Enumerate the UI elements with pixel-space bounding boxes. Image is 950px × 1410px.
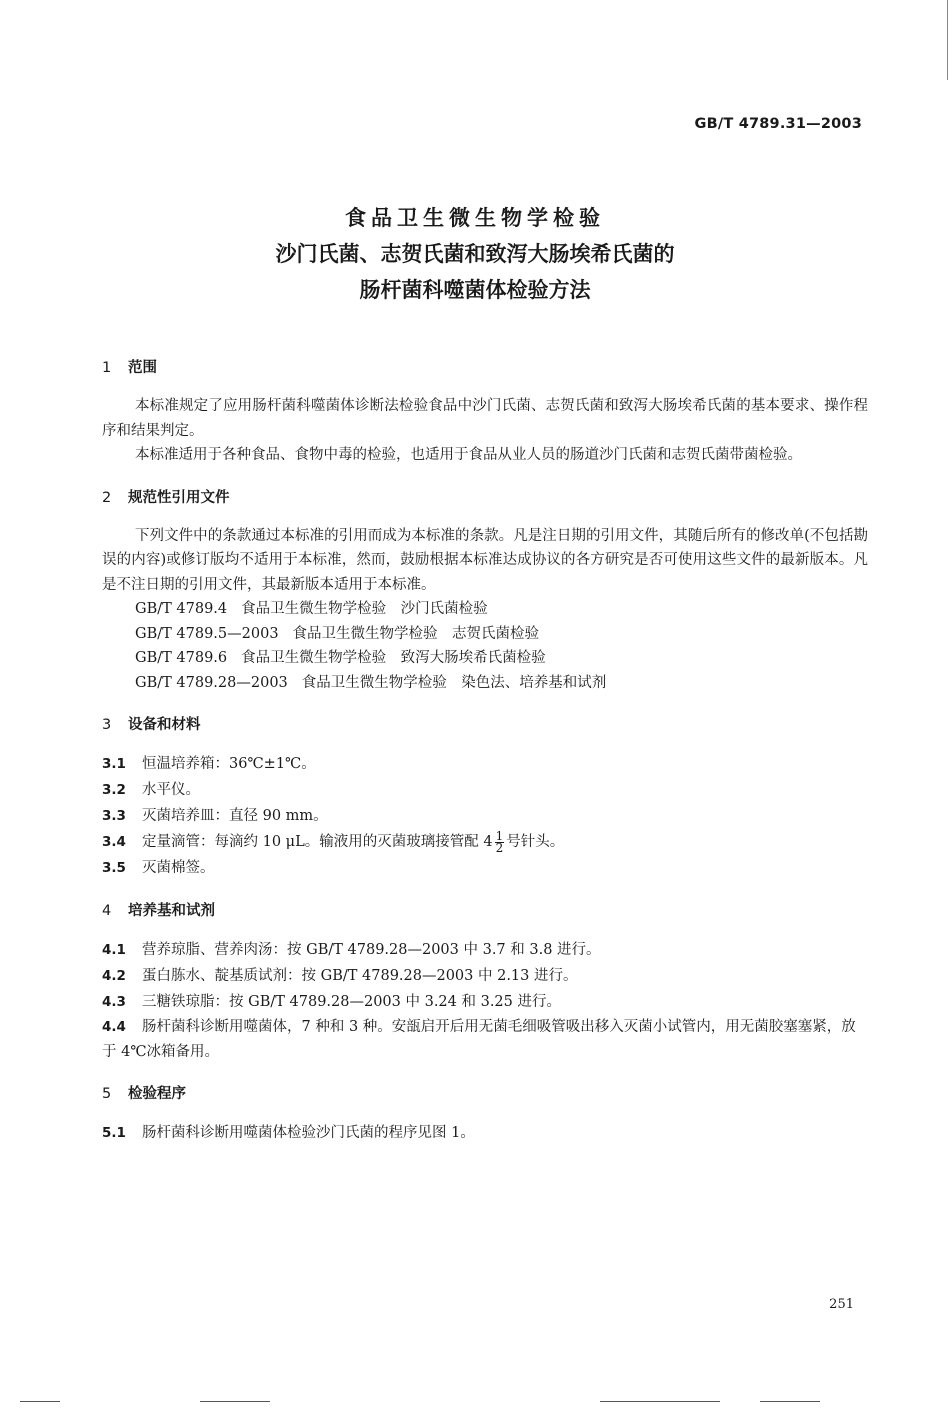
item-text: 号针头。: [506, 834, 565, 850]
section-heading-1: [102, 356, 868, 380]
section-number: 5: [102, 1086, 112, 1102]
paragraph: 本标准适用于各种食品、食物中毒的检验，也适用于食品从业人员的肠道沙门氏菌和志贺氏菌带菌检验。: [135, 447, 802, 463]
title-line-2: 沙门氏菌、志贺氏菌和致泻大肠埃希氏菌的: [275, 242, 675, 266]
list-item: [102, 937, 868, 963]
item-text: 灭菌棉签。: [142, 860, 215, 876]
reference-code: GB/T 4789.5—2003: [135, 625, 279, 642]
item-text: 三糖铁琼脂：按 GB/T 4789.28—2003 中 3.24 和 3.25 进行。: [142, 994, 561, 1010]
list-item: [102, 1015, 868, 1064]
document-title: [0, 200, 950, 308]
title-line-1: 食品卫生微生物学检验: [345, 206, 605, 230]
fraction-denominator: 2: [495, 840, 504, 855]
item-text: 蛋白胨水、靛基质试剂：按 GB/T 4789.28—2003 中 2.13 进行。: [142, 968, 578, 984]
page-number: 251: [829, 1297, 854, 1312]
fraction-numerator: 1: [495, 828, 504, 843]
item-text: 灭菌培养皿：直径 90 mm。: [142, 808, 328, 824]
list-item: [102, 989, 868, 1015]
item-text: 恒温培养箱：36℃±1℃。: [142, 756, 316, 772]
reference-item: [102, 646, 868, 671]
list-item: [102, 777, 868, 803]
reference-code: GB/T 4789.4: [135, 601, 228, 617]
reference-name: 食品卫生微生物学检验 沙门氏菌检验: [241, 601, 488, 617]
reference-code: GB/T 4789.6: [135, 650, 228, 666]
item-text: 定量滴管：每滴约 10 μL。输液用的灭菌玻璃接管配 4: [142, 834, 493, 850]
reference-item: [102, 597, 868, 622]
reference-name: 食品卫生微生物学检验 染色法、培养基和试剂: [301, 674, 607, 691]
item-text: 肠杆菌科诊断用噬菌体检验沙门氏菌的程序见图 1。: [142, 1125, 475, 1141]
section-number: 4: [102, 903, 112, 919]
item-text: 营养琼脂、营养肉汤：按 GB/T 4789.28—2003 中 3.7 和 3.8 进行。: [142, 942, 601, 958]
section-title: 设备和材料: [128, 717, 201, 733]
item-number: 3.1: [102, 756, 126, 772]
list-item: [102, 963, 868, 989]
item-number: 4.1: [102, 942, 126, 958]
paragraph: 本标准规定了应用肠杆菌科噬菌体诊断法检验食品中沙门氏菌、志贺氏菌和致泻大肠埃希氏菌的基本要求、操作程序和结果判定。: [102, 398, 868, 439]
item-number: 3.4: [102, 834, 126, 850]
section-title: 检验程序: [128, 1086, 186, 1102]
reference-code: GB/T 4789.28—2003: [135, 674, 288, 691]
item-number: 4.4: [102, 1019, 126, 1035]
item-text: 水平仪。: [142, 782, 200, 798]
list-item: [102, 803, 868, 829]
list-item: [102, 829, 868, 855]
standard-code: GB/T 4789.31—2003: [694, 116, 862, 132]
reference-name: 食品卫生微生物学检验 志贺氏菌检验: [292, 625, 540, 642]
section-heading-4: [102, 899, 868, 923]
section-heading-5: [102, 1082, 868, 1106]
section-heading-2: [102, 486, 868, 510]
footer-rule: [600, 1401, 720, 1402]
title-line-3: 肠杆菌科噬菌体检验方法: [359, 278, 591, 302]
section-number: 3: [102, 717, 112, 733]
list-item: [102, 1120, 868, 1146]
reference-name: 食品卫生微生物学检验 致泻大肠埃希氏菌检验: [241, 650, 546, 666]
item-number: 4.2: [102, 968, 126, 984]
item-text: 肠杆菌科诊断用噬菌体，7 种和 3 种。安瓿启开后用无菌毛细吸管吸出移入灭菌小试管内，用无菌胶塞塞紧，放于 4℃冰箱备用。: [102, 1019, 856, 1060]
section-heading-3: [102, 713, 868, 737]
footer-rule: [760, 1401, 820, 1402]
item-number: 3.5: [102, 860, 126, 876]
item-number: 4.3: [102, 994, 126, 1010]
section-number: 2: [102, 489, 112, 506]
footer-rule: [20, 1401, 60, 1402]
item-number: 3.2: [102, 782, 126, 798]
paragraph: 下列文件中的条款通过本标准的引用而成为本标准的条款。凡是注日期的引用文件，其随后所有的修改单(不包括勘误的内容)或修订版均不适用于本标准，然而，鼓励根据本标准达成协议的各方研究是否可使用这些文件的最新版本。凡是不注日期的引用文件，其最新版本适用于本标准。: [102, 527, 868, 593]
list-item: [102, 751, 868, 777]
fraction: [495, 828, 505, 855]
reference-item: [102, 622, 868, 647]
list-item: [102, 855, 868, 881]
section-title: 培养基和试剂: [128, 903, 215, 919]
scan-edge-line: [947, 0, 948, 80]
section-title: 范围: [128, 360, 157, 376]
reference-item: [102, 671, 868, 696]
item-number: 3.3: [102, 808, 126, 824]
document-body: [102, 356, 868, 1146]
section-title: 规范性引用文件: [128, 489, 230, 506]
footer-rule: [200, 1401, 270, 1402]
section-number: 1: [102, 360, 112, 376]
item-number: 5.1: [102, 1125, 126, 1141]
